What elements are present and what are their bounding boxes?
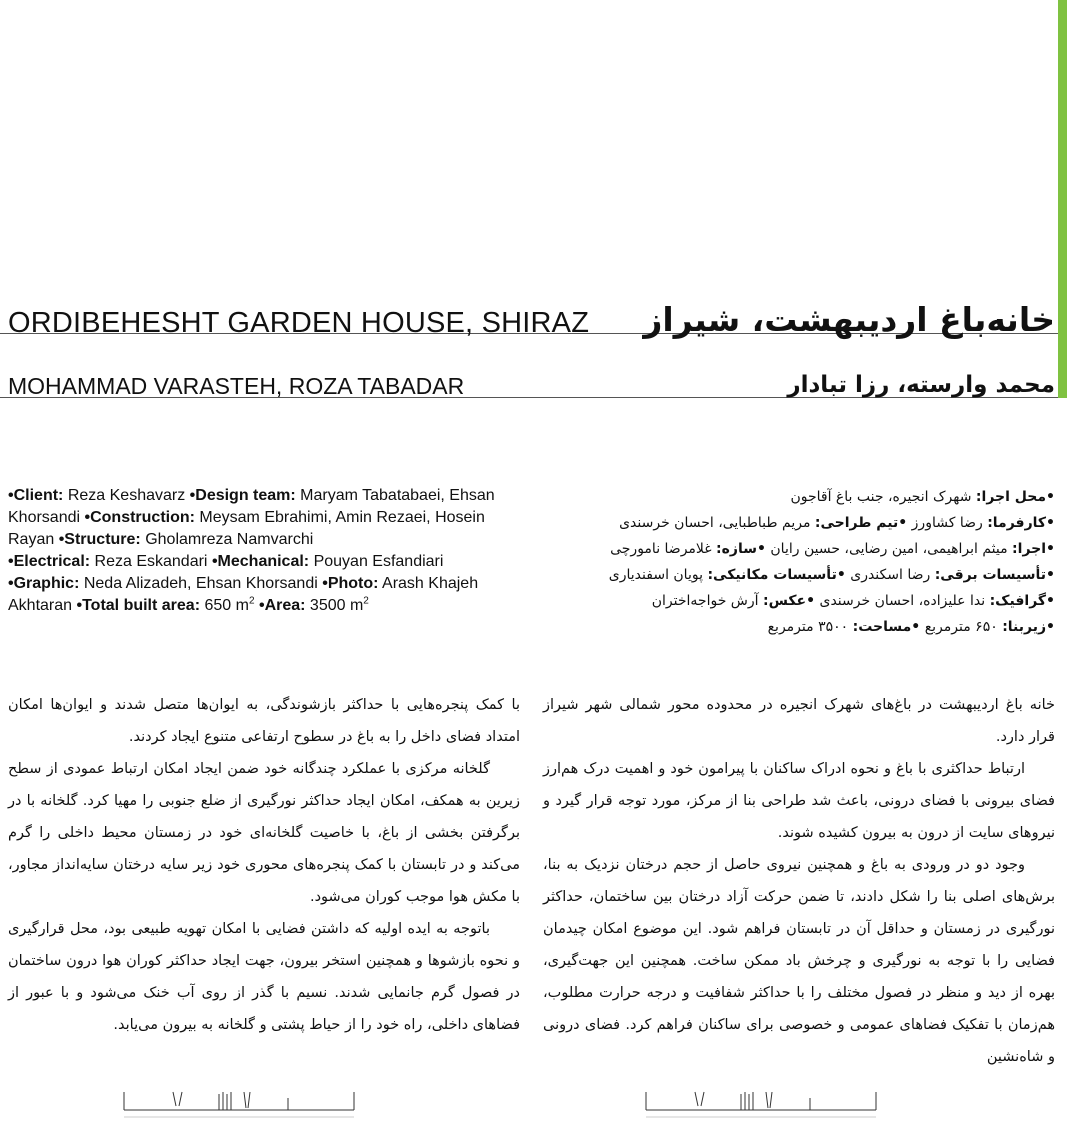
credit-value: ندا علیزاده، احسان خرسندی <box>815 593 990 609</box>
credit-value: رضا اسکندری <box>845 567 935 583</box>
authors-english: MOHAMMAD VARASTEH, ROZA TABADAR <box>8 373 465 399</box>
credit-label: •Electrical: <box>8 553 91 570</box>
credit-label: •سازه: <box>716 541 766 557</box>
credit-label: •Photo: <box>322 575 379 592</box>
credit-label: •Structure: <box>58 531 141 548</box>
accent-bar <box>1058 0 1067 398</box>
credit-line <box>575 536 1055 562</box>
credit-value: Arash Khajeh Akhtaran <box>8 575 479 614</box>
credit-value: مریم طباطبایی، احسان خرسندی <box>619 515 815 531</box>
credit-line <box>575 562 1055 588</box>
credit-label: •اجرا: <box>1012 541 1055 557</box>
credit-value: Gholamreza Namvarchi <box>140 531 314 548</box>
credit-value: پویان اسفندیاری <box>608 567 708 583</box>
superscript: 2 <box>248 595 255 607</box>
credit-value: شهرک انجیره، جنب باغ آقاجون <box>790 489 976 505</box>
credit-label: •Graphic: <box>8 575 80 592</box>
credit-value: Maryam Tabatabaei, Ehsan Khorsandi <box>8 487 495 526</box>
credit-value: Meysam Ebrahimi, Amin Rezaei, Hosein Rayan <box>8 509 485 548</box>
section-drawing <box>118 1086 363 1122</box>
credit-label: •تیم طراحی: <box>814 515 908 531</box>
credits-english <box>8 485 508 617</box>
title-persian: خانه‌باغ اردیبهشت، شیراز <box>643 300 1055 339</box>
credit-value: ۶۵۰ مترمربع <box>920 619 1003 635</box>
credit-value: Reza Keshavarz <box>63 487 190 504</box>
body-paragraph: گلخانه مرکزی با عملکرد چندگانه خود ضمن ایجاد امکان ارتباط عمودی از سطح زیرین به همکف، امکان ایجاد حداکثر نورگیری از ضلع جنوبی را مهیا کرد. گلخانه با در برگرفتن بخشی از باغ، با خاصیت گلخانه‌ای خود در زمستان محیط داخلی را گرم می‌کند و در تابستان با کمک پنجره‌های محوری خود زیر سایه درختان سایه‌انداز مجاور، با مکش هوا موجب کوران می‌شود. <box>8 761 520 905</box>
body-paragraph: با کمک پنجره‌هایی با حداکثر بازشوندگی، به ایوان‌ها متصل شدند و ایوان‌ها امکان امتداد فضای داخل را به باغ در سطوح ارتفاعی متنوع ایجاد کردند. <box>8 697 520 745</box>
credit-line <box>575 510 1055 536</box>
superscript: 2 <box>363 595 369 607</box>
credit-value: 3500 m <box>305 597 364 614</box>
credit-value: غلامرضا نامورچی <box>610 541 717 557</box>
body-column-right <box>543 689 1055 1073</box>
credit-label: •تأسیسات برقی: <box>934 567 1055 583</box>
body-paragraph: ارتباط حداکثری با باغ و نحوه ادراک ساکنان با پیرامون خود و اهمیت درک هم‌ارز فضای بیرونی با فضای درونی، باعث شد طراحی بنا از مرکز، مورد توجه قرار گیرد و نیروهای سایت از درون به بیرون کشیده شوند. <box>543 761 1055 841</box>
credit-value: Pouyan Esfandiari <box>309 553 444 570</box>
credit-label: •Client: <box>8 487 64 504</box>
credit-label: •عکس: <box>763 593 816 609</box>
credit-value: Neda Alizadeh, Ehsan Khorsandi <box>79 575 323 592</box>
credit-label: •کارفرما: <box>987 515 1055 531</box>
credit-value: رضا کشاورز <box>907 515 988 531</box>
body-paragraph: باتوجه به ایده اولیه که داشتن فضایی با امکان تهویه طبیعی بود، محل قرارگیری و نحوه بازشوها و همچنین استخر بیرون، جهت ایجاد حداکثر کوران هوا درون ساختمان در فصول گرم جانمایی شدند. نسیم با گذر از روی آب خنک می‌شود و با عبور از فضاهای داخلی، راه خود را از حیاط پشتی و گلخانه به بیرون می‌یابد. <box>8 921 520 1033</box>
credit-label: •محل اجرا: <box>975 489 1055 505</box>
credit-label: •Area: <box>258 597 306 614</box>
authors-persian: محمد وارسته، رزا تبادار <box>787 372 1055 398</box>
body-paragraph: خانه باغ اردیبهشت در باغ‌های شهرک انجیره در محدوده محور شمالی شهر شیراز قرار دارد. <box>543 697 1055 745</box>
body-column-left <box>8 689 520 1041</box>
credit-value: 650 m <box>200 597 249 614</box>
credit-label: •Design team: <box>189 487 296 504</box>
credit-line <box>575 484 1055 510</box>
body-paragraph: وجود دو در ورودی به باغ و همچنین نیروی حاصل از حجم درختان نزدیک به بنا، برش‌های اصلی بنا را شکل دادند، تا ضمن حرکت آزاد درختان بین ساختمان، حداکثر نورگیری در زمستان و حداقل آن در تابستان فراهم شود. این موضوع امکان چیدمان فضایی را با توجه به نورگیری و چرخش باد ممکن ساخت. همچنین این جهت‌گیری، بهره از دید و منظر در فصول مختلف را با حداکثر شفافیت و درجه حرارت مطلوب، هم‌زمان با تفکیک فضاهای عمومی و خصوصی برای ساکنان فراهم کرد. فضای درونی و شاه‌نشین <box>543 857 1055 1065</box>
credit-label: •Construction: <box>84 509 195 526</box>
credit-label: •زیربنا: <box>1002 619 1055 635</box>
credit-label: •Total built area: <box>76 597 201 614</box>
credit-label: •Mechanical: <box>211 553 310 570</box>
credits-persian <box>575 484 1055 640</box>
credit-value: ۳۵۰۰ مترمربع <box>767 619 853 635</box>
credit-line <box>575 588 1055 614</box>
title-english: ORDIBEHESHT GARDEN HOUSE, SHIRAZ <box>8 307 590 339</box>
section-drawing <box>640 1086 885 1122</box>
credit-value: Reza Eskandari <box>90 553 212 570</box>
credit-line <box>575 614 1055 640</box>
credit-label: •تأسیسات مکانیکی: <box>707 567 846 583</box>
credit-label: •مساحت: <box>852 619 921 635</box>
credit-value: آرش خواجه‌اختران <box>651 593 763 609</box>
credit-value: میثم ابراهیمی، امین رضایی، حسین رایان <box>765 541 1013 557</box>
credit-label: •گرافیک: <box>989 593 1055 609</box>
